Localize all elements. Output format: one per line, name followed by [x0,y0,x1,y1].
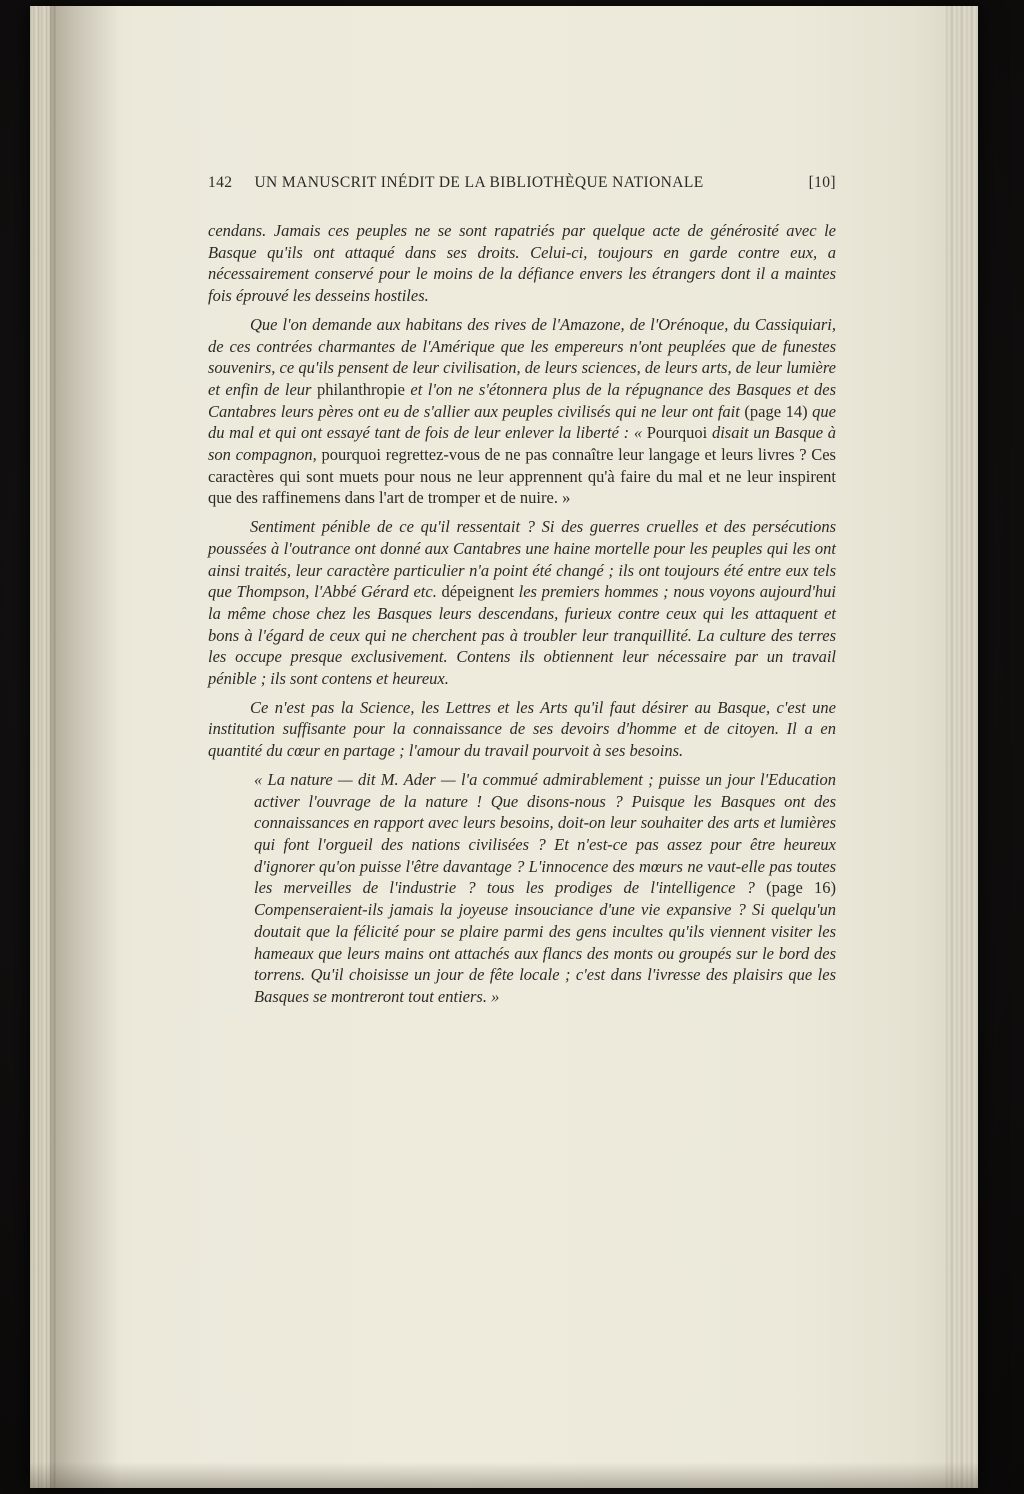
gutter-shadow [50,6,120,1488]
page-number: 142 [208,174,233,191]
bottom-edge-shadow [30,1462,978,1488]
paragraph [208,516,836,690]
text-run-italic: les premiers hommes ; nous voyons aujourd'hui la même chose chez les Basques leurs descendans, furieux contre ceux qui les attaquent et bons à l'égard de ceux qui ne cherchent pas à troubler leur tranquillité. La culture des terres les occupe presque exclusivement. Contens ils obtiennent leur nécessaire par un travail pénible ; ils sont contens et heureux. [208,582,836,689]
text-run-roman: philanthropie [316,379,405,399]
text-run-italic: cendans. Jamais ces peuples ne se sont rapatriés par quelque acte de générosité avec le Basque qu'ils ont attaqué dans ses droits. Celui-ci, toujours en garde contre eux, a nécessairement conservé pour le moins de la défiance envers les étrangers dont il a maintes fois éprouvé les desseins hostiles. [208,221,836,306]
book-page [30,6,978,1488]
running-head [208,174,836,192]
page-title: UN MANUSCRIT INÉDIT DE LA BIBLIOTHÈQUE NATIONALE [254,174,704,191]
paragraph [208,220,836,307]
paragraph [208,314,836,509]
text-run-italic: et l'on ne s'étonnera plus de la répugnance des Basques et des Cantabres leurs pères ont eu de s'allier aux peuples civilisés qui ne leur ont fait [208,379,836,421]
text-run-italic: disait un Basque à son compagnon, [208,423,836,465]
text-run-italic: que du mal et qui ont essayé tant de fois de leur enlever la liberté : « [208,401,836,443]
text-run-italic: Que l'on demande aux habitans des rives de l'Amazone, de l'Orénoque, du Cassiquiari, de ces contrées charmantes de l'Amérique que les empereurs n'ont peuplées que de funestes souvenirs, ce qu'ils pensent de leur civilisation, de leurs sciences, de leurs arts, de leur lumière et enfin de leur [208,314,836,399]
text-run-roman: (page 16) [766,878,836,898]
bracket-folio: [10] [808,174,836,191]
page-stack-right-edge [944,6,978,1488]
text-block [208,174,836,1015]
paragraph [254,769,836,1008]
text-run-italic: Ce n'est pas la Science, les Lettres et les Arts qu'il faut désirer au Basque, c'est une institution suffisante pour la connaissance de ses devoirs d'homme et de citoyen. Il a en quantité du cœur en partage ; l'amour du travail pourvoit à ses besoins. [208,697,836,761]
text-run-roman: (page 14) [744,401,808,421]
paragraph-container [208,220,836,1008]
text-run-roman: pourquoi regrettez-vous de ne pas connaître leur langage et leurs livres ? Ces caractères qui sont muets pour nous ne leur apprennent qu'à faire du mal et ne leur inspirent que des raffinemens dans l'art de tromper et de nuire. » [208,445,836,508]
text-run-roman: Pourquoi [646,423,712,443]
paragraph [208,697,836,762]
text-run-italic: Sentiment pénible de ce qu'il ressentait ? Si des guerres cruelles et des persécutions poussées à l'outrance ont donné aux Cantabres une haine mortelle pour les peuples qui les ont ainsi traités, leur caractère particulier n'a point été changé ; ils ont toujours été entre eux tels que Thompson, l'Abbé Gérard etc. [208,517,836,602]
text-run-italic: « La nature — dit M. Ader — l'a commué admirablement ; puisse un jour l'Education activer l'ouvrage de la nature ! Que disons-nous ? Puisque les Basques ont des connaissances en rapport avec leurs besoins, doit-on leur souhaiter des arts et lumières qui font l'orgueil des nations civilisées ? Et n'est-ce pas assez pour être heureux d'ignorer qu'on puisse l'être davantage ? L'innocence des mœurs ne vaut-elle pas toutes les merveilles de l'industrie ? tous les prodiges de l'intelligence ? [254,769,836,898]
text-run-roman: dépeignent [441,582,514,602]
text-run-italic: Compenseraient-ils jamais la joyeuse insouciance d'une vie expansive ? Si quelqu'un doutait que la félicité pour se plaire parmi des gens incultes qu'ils viennent visiter les hameaux que leurs mains ont attachés aux flancs des monts ou groupés sur le bord des torrens. Qu'il choisisse un jour de fête locale ; c'est dans l'ivresse des plaisirs que les Basques se montreront tout entiers. » [254,900,836,1006]
